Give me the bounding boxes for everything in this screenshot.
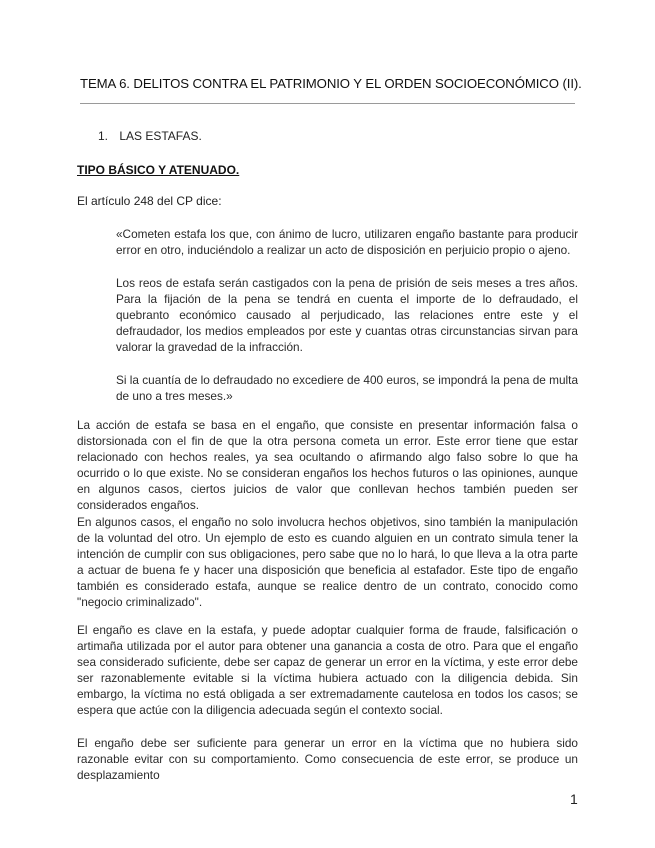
intro-text: El artículo 248 del CP dice: <box>77 194 222 208</box>
section-number: 1. <box>98 129 109 143</box>
page-number: 1 <box>570 791 578 807</box>
body-paragraph: El engaño es clave en la estafa, y puede adoptar cualquier forma de fraude, falsificación o artimaña utilizada por el autor para obtener una ganancia a costa de otro. Para que el engaño sea considerado suficiente, debe ser capaz de generar un error en la víctima, y este error debe ser razonablemente evitable si la víctima hubiera actuado con la diligencia debida. Sin embargo, la víctima no está obligada a ser extremadamente cautelosa en todos los casos; se espera que actúe con la diligencia adecuada según el contexto social. <box>77 623 578 718</box>
body-paragraph: El engaño debe ser suficiente para generar un error en la víctima que no hubiera sido razonable evitar con su comportamiento. Como consecuencia de este error, se produce un desplazamiento <box>77 736 578 783</box>
quote-paragraph: Si la cuantía de lo defraudado no excediere de 400 euros, se impondrá la pena de multa de uno a tres meses.» <box>116 373 578 404</box>
page-title: TEMA 6. DELITOS CONTRA EL PATRIMONIO Y EL ORDEN SOCIOECONÓMICO (II). <box>80 76 582 91</box>
quote-paragraph: «Cometen estafa los que, con ánimo de lucro, utilizaren engaño bastante para producir error en otro, induciéndolo a realizar un acto de disposición en perjuicio propio o ajeno. <box>116 227 578 258</box>
body-paragraph: La acción de estafa se basa en el engaño, que consiste en presentar información falsa o distorsionada con el fin de que la otra persona cometa un error. Este error tiene que estar relacionado con hechos reales, ya sea ocultando o afirmando algo falso sobre lo que ha ocurrido o lo que existe. No se consideran engaños los hechos futuros o las opiniones, aunque en algunos casos, ciertos juicios de valor que conllevan hechos también pueden ser considerados engaños. <box>77 418 578 513</box>
title-divider <box>80 103 575 104</box>
body-paragraph: En algunos casos, el engaño no solo involucra hechos objetivos, sino también la manipulación de la voluntad del otro. Un ejemplo de esto es cuando alguien en un contrato simula tener la intención de cumplir con sus obligaciones, pero sabe que no lo hará, lo que lleva a la otra parte a actuar de buena fe y hacer una disposición que beneficia al estafador. Este tipo de engaño también es considerado estafa, aunque se realice dentro de un contrato, conocido como "negocio criminalizado". <box>77 515 578 610</box>
quote-paragraph: Los reos de estafa serán castigados con la pena de prisión de seis meses a tres años. Para la fijación de la pena se tendrá en cuenta el importe de lo defraudado, el quebranto económico causado al perjudicado, las relaciones entre este y el defraudador, los medios empleados por este y cuantas otras circunstancias sirvan para valorar la gravedad de la infracción. <box>116 276 578 355</box>
section-heading <box>98 129 202 143</box>
section-label: LAS ESTAFAS. <box>119 129 202 143</box>
subsection-title: TIPO BÁSICO Y ATENUADO. <box>77 163 240 177</box>
